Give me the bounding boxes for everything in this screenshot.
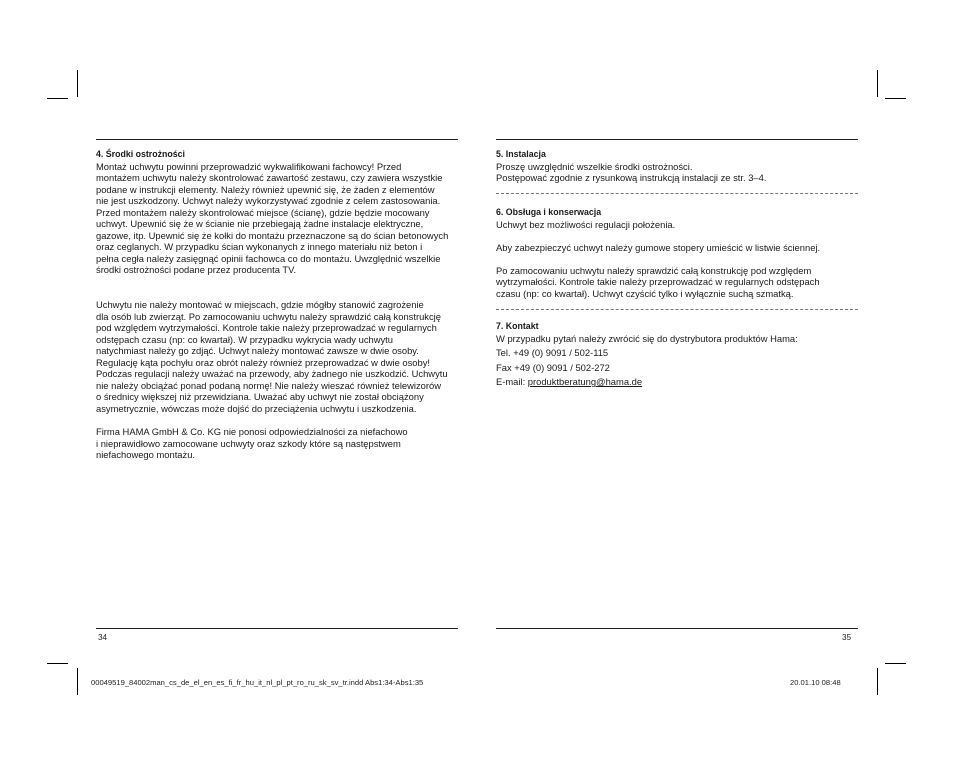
slug-date-time: 20.01.10 08:48 [790, 678, 841, 687]
section-4-text-line: nie jest uszkodzony. Uchwyt należy wykorzystywać zgodnie z celem zastosowania. [96, 195, 441, 207]
crop-mark-top-right-horizontal [885, 98, 906, 99]
crop-mark-top-right-vertical [877, 70, 878, 97]
section-4-text-line: uchwyt. Upewnić się że w ścianie nie przebiegają żadne instalacje elektryczne, [96, 218, 424, 230]
section-4-text-line: gazowe, itp. Upewnić się że kołki do montażu przeznaczone są do ścian betonowych [96, 229, 449, 241]
left-bottom-rule [96, 628, 458, 629]
section-4-text-line: Podczas regulacji należy uważać na przewody, aby żadnego nie uszkodzić. Uchwytu [96, 368, 448, 380]
contact-fax: Fax +49 (0) 9091 / 502-272 [496, 361, 610, 373]
section-6-text-line: Aby zabezpieczyć uchwyt należy gumowe stopery umieścić w listwie ściennej. [496, 241, 821, 253]
right-column-section-7 [496, 321, 798, 388]
section-6-text-line: czasu (np: co kwartał). Uchwyt czyścić tylko i wyłącznie suchą szmatką. [496, 287, 794, 299]
section-4-text-line: Przed montażem należy skontrolować miejsce (ścianę), gdzie będzie mocowany [96, 206, 430, 218]
right-top-rule [496, 139, 858, 140]
crop-mark-bottom-right-vertical [877, 668, 878, 695]
section-4-text-line: natychmiast należy go zdjąć. Uchwyt należy montować zawsze w dwie osoby. [96, 345, 419, 357]
section-4-text-line: odstępach czasu (np: co kwartał). W przypadku wykrycia wady uchwytu [96, 333, 393, 345]
section-divider [496, 193, 858, 194]
contact-intro: W przypadku pytań należy zwrócić się do dystrybutora produktów Hama: [496, 332, 798, 344]
section-4-text-line: środki ostrożności podane przez producenta TV. [96, 264, 297, 276]
section-4-text-line: pod względem wytrzymałości. Kontrole takie należy przeprowadzać w regularnych [96, 322, 437, 334]
crop-mark-bottom-left-vertical [77, 668, 78, 695]
slug-file-info: 00049519_84002man_cs_de_el_en_es_fi_fr_hu_it_nl_pl_pt_ro_ru_sk_sv_tr.indd Abs1:34-Abs1:35 [91, 678, 424, 687]
contact-email-label: E-mail: [496, 376, 528, 388]
crop-mark-bottom-right-horizontal [885, 663, 906, 664]
page-number-left: 34 [98, 633, 108, 642]
section-5-heading: 5. Instalacja [496, 149, 546, 159]
section-4-text-line: niefachowego montażu. [96, 449, 196, 461]
crop-mark-bottom-left-horizontal [47, 663, 68, 664]
left-column [96, 149, 448, 461]
section-4-text-line: Regulację kąta pochyłu oraz obrót należy również przeprowadzać w dwie osoby! [96, 356, 431, 368]
section-6-text-line: Po zamocowaniu uchwytu należy sprawdzić całą konstrukcję pod względem [496, 264, 812, 276]
left-top-rule [96, 139, 458, 140]
contact-email-link[interactable]: produktberatung@hama.de [527, 376, 643, 388]
section-4-text-line: i nieprawidłowo zamocowane uchwyty oraz szkody które są następstwem [96, 437, 401, 449]
section-4-text-line: montażem uchwytu należy skontrolować zawartość zestawu, czy zawiera wszystkie [96, 172, 443, 184]
crop-mark-top-left-vertical [77, 70, 78, 97]
section-6-text-line: wytrzymałości. Kontrole takie należy przeprowadzać w regularnych odstępach [496, 276, 820, 288]
section-divider [496, 309, 858, 310]
section-4-heading: 4. Środki ostrożności [96, 149, 185, 159]
section-4-text-line: o średnicy większej niż przewidziana. Uważać aby uchwyt nie został obciążony [96, 391, 424, 403]
section-4-text-line: asymetrycznie, wówczas może dojść do przeciążenia uchwytu i uszkodzenia. [96, 403, 417, 415]
page-number-right: 35 [842, 633, 852, 642]
section-4-text-line: Montaż uchwytu powinni przeprowadzić wykwalifikowani fachowcy! Przed [96, 160, 402, 172]
section-4-text-line: podane w instrukcji elementy. Należy również upewnić się, że żaden z elementów [96, 183, 435, 195]
section-5-text-line: Postępować zgodnie z rysunkową instrukcją instalacji ze str. 3–4. [496, 172, 767, 184]
section-4-text-line: Firma HAMA GmbH & Co. KG nie ponosi odpowiedzialności za niefachowo [96, 426, 408, 438]
contact-email-row [496, 376, 798, 388]
right-column [496, 149, 766, 184]
section-5-text-line: Proszę uwzględnić wszelkie środki ostrożności. [496, 160, 693, 172]
right-bottom-rule [496, 628, 858, 629]
section-7-heading: 7. Kontakt [496, 321, 539, 331]
section-4-text-line: oraz ceglanych. W przypadku ścian wykonanych z innego materiału niż beton i [96, 241, 423, 253]
section-4-text-line: dla osób lub zwierząt. Po zamocowaniu uchwytu należy sprawdzić całą konstrukcję [96, 310, 441, 322]
section-4-text-line: pełna cegła należy zasięgnąć opinii fachowca co do montażu. Uwzględnić wszelkie [96, 252, 441, 264]
crop-mark-top-left-horizontal [47, 98, 68, 99]
section-4-text-line: nie należy obciążać ponad podaną normę! Nie należy wieszać również telewizorów [96, 379, 441, 391]
section-6-text-line: Uchwyt bez możliwości regulacji położenia. [496, 218, 676, 230]
contact-phone: Tel. +49 (0) 9091 / 502-115 [496, 347, 609, 359]
section-6-heading: 6. Obsługa i konserwacja [496, 207, 602, 217]
right-column-section-6 [496, 207, 820, 299]
section-4-text-line: Uchwytu nie należy montować w miejscach, gdzie mógłby stanowić zagrożenie [96, 299, 424, 311]
